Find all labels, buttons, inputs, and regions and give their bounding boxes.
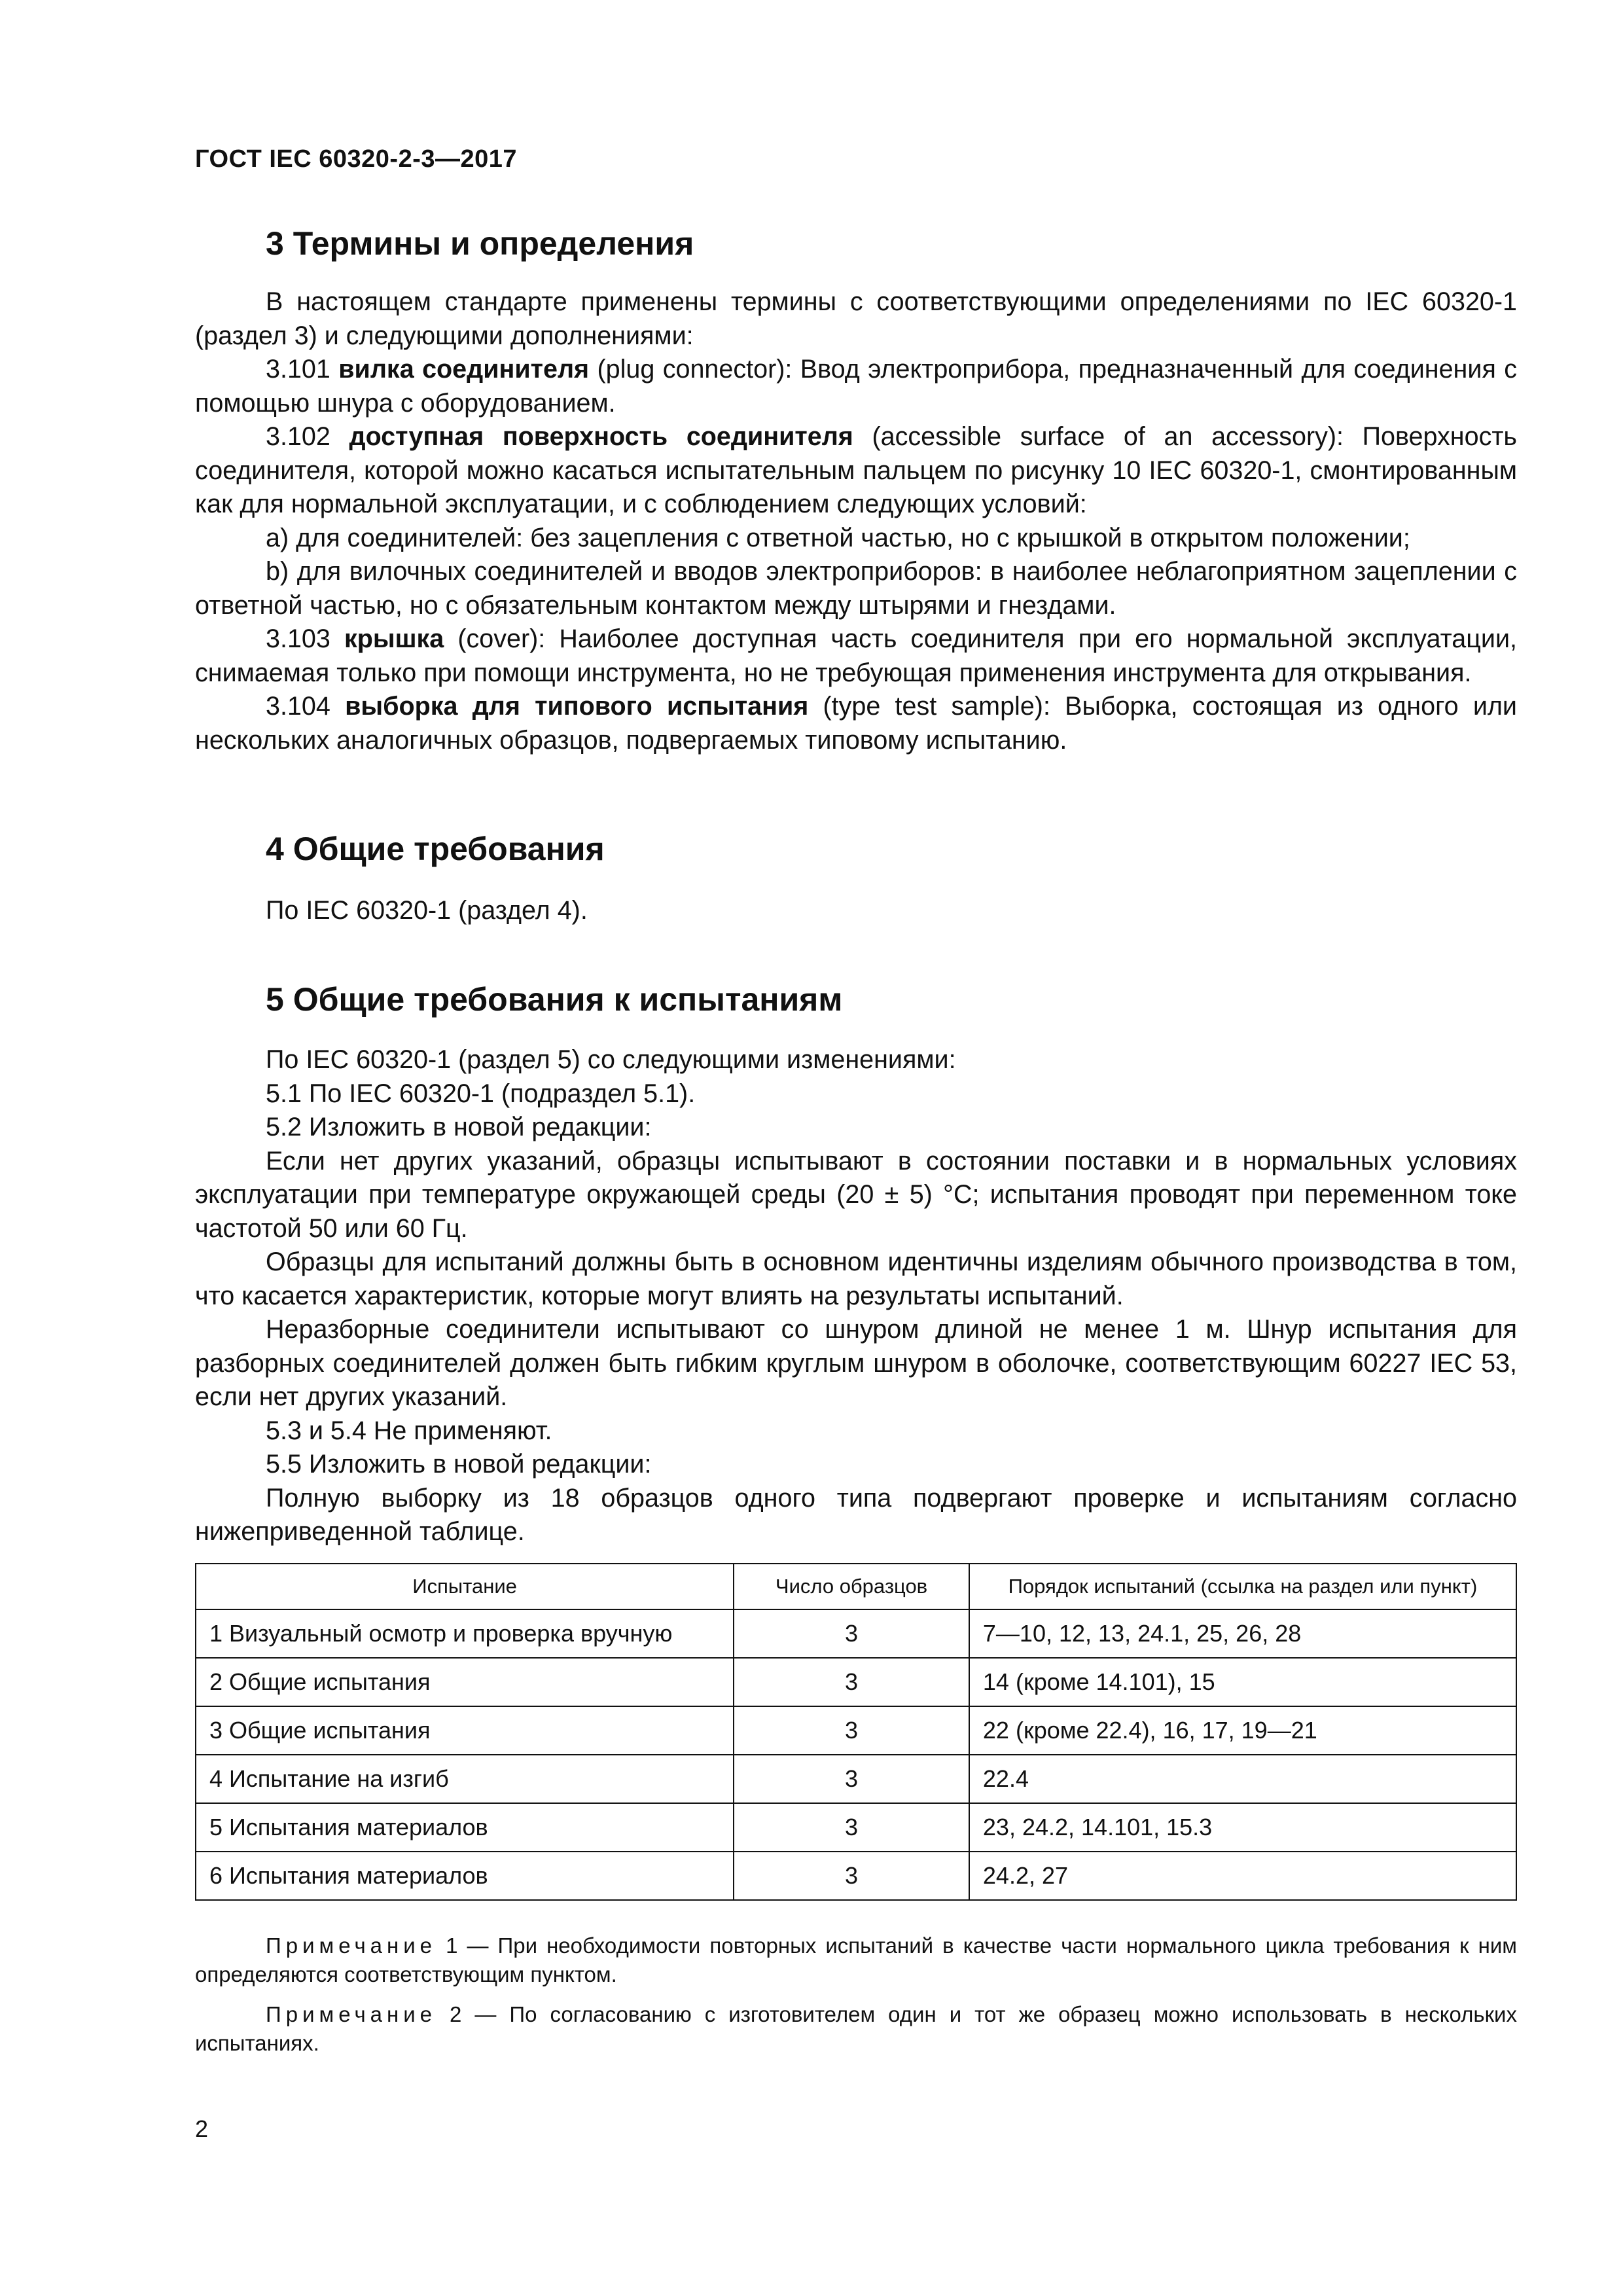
test-order-cell: 14 (кроме 14.101), 15 (969, 1658, 1516, 1706)
test-order-cell: 23, 24.2, 14.101, 15.3 (969, 1803, 1516, 1852)
test-name-cell: 6 Испытания материалов (196, 1852, 734, 1900)
term-3-104-number: 3.104 (266, 692, 346, 721)
sample-count-cell: 3 (734, 1803, 969, 1852)
term-3-102-definition: (accessible surface of an accessory): Поверхность соединителя, которой можно касаться испытательным пальцем по рисунку 10 IEC 60320-1, смонтированным как для нормальной эксплуатации, и с соблюдением следующих условий: (195, 422, 1517, 518)
document-code: ГОСТ IEC 60320-2-3—2017 (195, 145, 518, 173)
test-order-cell: 22.4 (969, 1755, 1516, 1803)
test-name-cell: 4 Испытание на изгиб (196, 1755, 734, 1803)
sample-count-cell: 3 (734, 1755, 969, 1803)
term-3-102-name: доступная поверхность соединителя (349, 422, 853, 451)
sample-count-cell: 3 (734, 1658, 969, 1706)
term-3-101-definition: (plug connector): Ввод электроприбора, предназначенный для соединения с помощью шнура с оборудованием. (195, 355, 1517, 418)
clause-5-2-text-3: Неразборные соединители испытывают со шнуром длиной не менее 1 м. Шнур испытания для разборных соединителей должен быть гибким круглым шнуром в оболочке, соответствующим 60227 IEC 53, если нет других указаний. (195, 1315, 1517, 1411)
column-header-test: Испытание (196, 1564, 734, 1609)
section-3-body (195, 285, 1517, 757)
page-number: 2 (195, 2115, 209, 2142)
section-5-body (195, 1043, 1517, 1549)
sample-count-cell: 3 (734, 1852, 969, 1900)
column-header-sample-count: Число образцов (734, 1564, 969, 1609)
term-3-101 (195, 353, 1517, 420)
test-sequence-table (195, 1563, 1517, 1901)
term-3-102-number: 3.102 (266, 422, 349, 451)
section-4-body (195, 894, 1517, 928)
term-3-103-definition: (cover): Наиболее доступная часть соединителя при его нормальной эксплуатации, снимаемая только при помощи инструмента, но не требующая применения инструмента для открывания. (195, 624, 1518, 687)
table-row (196, 1755, 1516, 1803)
table-row (196, 1803, 1516, 1852)
section-3-intro: В настоящем стандарте применены термины с соответствующими определениями по IEC 60320-1 (раздел 3) и следующими дополнениями: (195, 287, 1517, 350)
section-5-heading: 5 Общие требования к испытаниям (266, 981, 843, 1018)
term-3-104 (195, 690, 1517, 757)
test-name-cell: 5 Испытания материалов (196, 1803, 734, 1852)
test-name-cell: 2 Общие испытания (196, 1658, 734, 1706)
column-header-test-order: Порядок испытаний (ссылка на раздел или пункт) (969, 1564, 1516, 1609)
table-row (196, 1609, 1516, 1658)
term-3-102 (195, 420, 1517, 522)
table-row (196, 1852, 1516, 1900)
table-header-row (196, 1564, 1516, 1609)
section-4-text: По IEC 60320-1 (раздел 4). (266, 896, 588, 925)
term-3-102-item-a: a) для соединителей: без зацепления с ответной частью, но с крышкой в открытом положении; (266, 523, 1410, 552)
section-5-intro: По IEC 60320-1 (раздел 5) со следующими изменениями: (266, 1045, 956, 1074)
term-3-102-item-b: b) для вилочных соединителей и вводов электроприборов: в наиболее неблагоприятном зацеплении с ответной частью, но с обязательным контактом между штырями и гнездами. (195, 557, 1517, 620)
term-3-103-number: 3.103 (266, 624, 344, 653)
clause-5-1: 5.1 По IEC 60320-1 (подраздел 5.1). (266, 1079, 696, 1108)
test-name-cell: 3 Общие испытания (196, 1706, 734, 1755)
clause-5-5: 5.5 Изложить в новой редакции: (266, 1450, 652, 1479)
note-1 (195, 1931, 1517, 1989)
term-3-103-name: крышка (344, 624, 444, 653)
term-3-101-number: 3.101 (266, 355, 339, 384)
note-2 (195, 2000, 1517, 2058)
test-order-cell: 22 (кроме 22.4), 16, 17, 19—21 (969, 1706, 1516, 1755)
clause-5-2: 5.2 Изложить в новой редакции: (266, 1113, 652, 1141)
note-1-text: 1 — При необходимости повторных испытаний в качестве части нормального цикла требования к ним определяются соответствующим пунктом. (195, 1933, 1517, 1986)
note-1-label: Примечание (266, 1933, 437, 1958)
clause-5-5-text: Полную выборку из 18 образцов одного типа подвергают проверке и испытаниям согласно нижеприведенной таблице. (195, 1483, 1517, 1546)
clause-5-2-text-1: Если нет других указаний, образцы испытывают в состоянии поставки и в нормальных условиях эксплуатации при температуре окружающей среды (20 ± 5) °С; испытания проводят при переменном токе частотой 50 или 60 Гц. (195, 1146, 1517, 1243)
term-3-101-name: вилка соединителя (338, 355, 590, 384)
sample-count-cell: 3 (734, 1706, 969, 1755)
note-2-label: Примечание (266, 2002, 437, 2026)
clause-5-3-5-4: 5.3 и 5.4 Не применяют. (266, 1416, 552, 1445)
document-page (195, 0, 1517, 2296)
term-3-103 (195, 622, 1517, 690)
table-row (196, 1706, 1516, 1755)
section-3-heading: 3 Термины и определения (266, 225, 694, 262)
clause-5-2-text-2: Образцы для испытаний должны быть в основном идентичны изделиям обычного производства в том, что касается характеристик, которые могут влиять на результаты испытаний. (195, 1247, 1517, 1310)
note-2-text: 2 — По согласованию с изготовителем один и тот же образец можно использовать в нескольких испытаниях. (195, 2002, 1517, 2055)
test-order-cell: 24.2, 27 (969, 1852, 1516, 1900)
test-name-cell: 1 Визуальный осмотр и проверка вручную (196, 1609, 734, 1658)
table-row (196, 1658, 1516, 1706)
sample-count-cell: 3 (734, 1609, 969, 1658)
term-3-104-name: выборка для типового испытания (345, 692, 809, 721)
term-3-104-definition: (type test sample): Выборка, состоящая из одного или нескольких аналогичных образцов, подвергаемых типовому испытанию. (195, 692, 1517, 755)
section-4-heading: 4 Общие требования (266, 831, 605, 867)
test-order-cell: 7—10, 12, 13, 24.1, 25, 26, 28 (969, 1609, 1516, 1658)
